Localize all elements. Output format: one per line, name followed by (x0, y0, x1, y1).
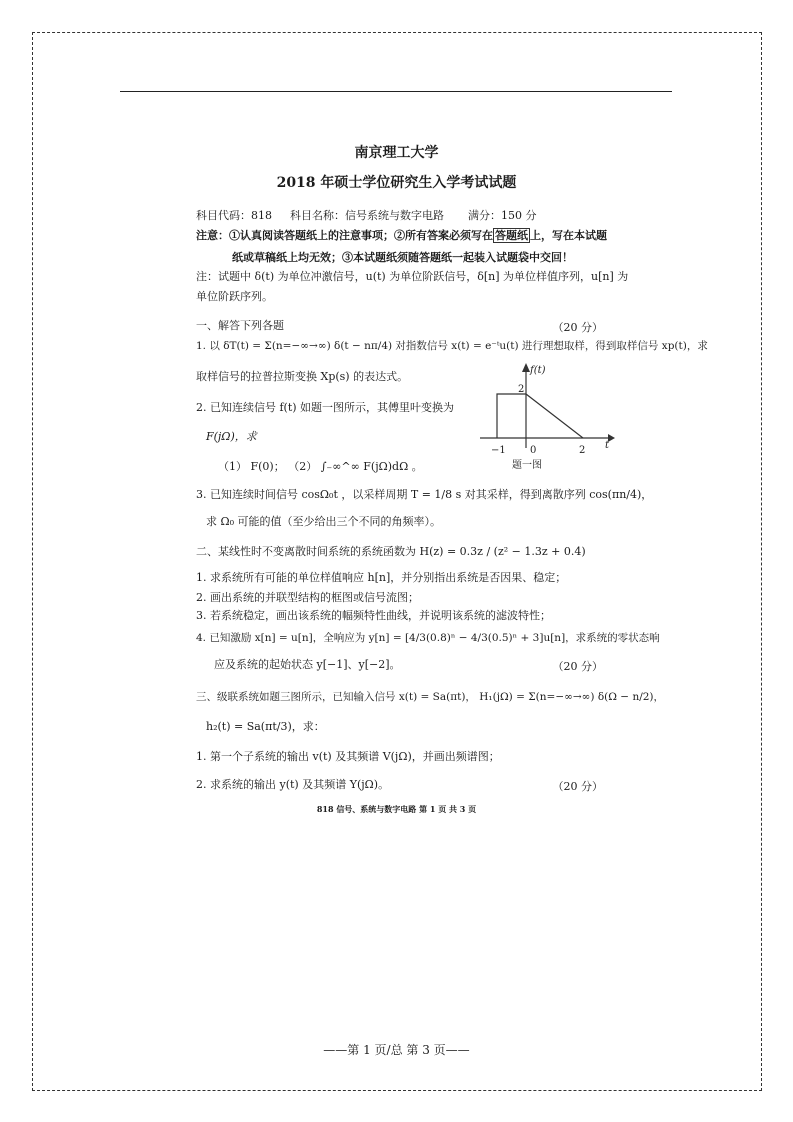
notice-line-2: 纸或草稿纸上均无效；③本试题纸须随答题纸一起装入试题袋中交回！ (232, 251, 573, 264)
section-1-points: （20 分） (552, 321, 603, 334)
figure-1 (480, 360, 615, 475)
subject-name: 科目名称：信号系统与数字电路 (290, 209, 444, 222)
note-line-1: 注：试题中 δ(t) 为单位冲激信号，u(t) 为单位阶跃信号，δ[n] 为单位样值序列，u[n] 为 (196, 270, 629, 283)
exam-title: 2018 年硕士学位研究生入学考试试题 (276, 175, 517, 191)
q1-line-1: 1. 以 δT(t) = Σ(n=−∞→∞) δ(t − nπ/4) 对指数信号 x(t) = e⁻ᵗu(t) 进行理想取样，得到取样信号 xp(t)，求 (196, 340, 708, 352)
s3-line-2: h₂(t) = Sa(πt/3)，求： (206, 720, 325, 733)
s2-q4-line-2: 应及系统的起始状态 y[−1]、y[−2]。 (214, 658, 401, 671)
section-3-heading: 三、级联系统如题三图所示，已知输入信号 x(t) = Sa(πt)， H₁(jΩ) = Σ(n=−∞→∞) δ(Ω − n/2)， (196, 691, 665, 703)
s2-q4-line-1: 4. 已知激励 x[n] = u[n]，全响应为 y[n] = [4/3(0.8)ⁿ − 4/3(0.5)ⁿ + 3]u[n]，求系统的零状态响 (196, 632, 660, 644)
s2-q1: 1. 求系统所有可能的单位样值响应 h[n]，并分别指出系统是否因果、稳定； (196, 571, 567, 584)
s2-q2: 2. 画出系统的并联型结构的框图或信号流图； (196, 591, 419, 604)
scan-footer: 818 信号、系统与数字电路 第 1 页 共 3 页 (316, 804, 477, 814)
q2-line-1: 2. 已知连续信号 f(t) 如题一图所示，其傅里叶变换为 (196, 401, 455, 414)
t-axis-label: t (605, 440, 610, 451)
subject-code: 科目代码：818 (196, 209, 272, 222)
notice-text: 注意：①认真阅读答题纸上的注意事项；②所有答案必须写在 (196, 229, 493, 242)
figure-caption: 题一图 (512, 460, 542, 471)
section-1-heading: 一、解答下列各题 (196, 319, 284, 332)
t-axis-arrow-icon (608, 434, 615, 442)
tick-neg1: −1 (491, 445, 506, 456)
tick-0: 0 (530, 445, 537, 456)
q1-line-2: 取样信号的拉普拉斯变换 Xp(s) 的表达式。 (196, 370, 409, 383)
signal-f-curve (497, 394, 583, 438)
note-line-2: 单位阶跃序列。 (196, 290, 273, 303)
section-3-points: （20 分） (552, 780, 603, 793)
s2-q3: 3. 若系统稳定，画出该系统的幅频特性曲线，并说明该系统的滤波特性； (196, 609, 551, 622)
university-name: 南京理工大学 (354, 145, 439, 161)
level-label: 2 (518, 384, 525, 395)
s3-q1: 1. 第一个子系统的输出 v(t) 及其频谱 V(jΩ)，并画出频谱图； (196, 750, 500, 763)
s3-q2: 2. 求系统的输出 y(t) 及其频谱 Y(jΩ)。 (196, 778, 390, 791)
answer-sheet-box: 答题纸 (495, 229, 528, 242)
f-axis-label: f(t) (530, 365, 546, 376)
header-rule (120, 91, 672, 92)
f-axis-arrow-icon (522, 363, 530, 372)
notice-line-1 (196, 229, 607, 243)
q2-line-3: （1） F(0)； （2） ∫₋∞^∞ F(jΩ)dΩ 。 (218, 460, 423, 473)
q2-line-2: F(jΩ)，求 (206, 430, 257, 443)
tick-2: 2 (579, 445, 586, 456)
q3-line-2: 求 Ω₀ 可能的值（至少给出三个不同的角频率）。 (206, 515, 442, 528)
full-score: 满分：150 分 (468, 209, 537, 222)
section-2-points: （20 分） (552, 660, 603, 673)
page-footer: ——第 1 页/总 第 3 页—— (323, 1043, 470, 1057)
q3-line-1: 3. 已知连续时间信号 cosΩ₀t ，以采样周期 T = 1/8 s 对其采样，得到离散序列 cos(πn/4)， (196, 488, 653, 501)
section-2-heading: 二、某线性时不变离散时间系统的系统函数为 H(z) = 0.3z / (z² − 1.3z + 0.4) (196, 545, 586, 558)
notice-text: 上，写在本试题 (530, 229, 607, 242)
